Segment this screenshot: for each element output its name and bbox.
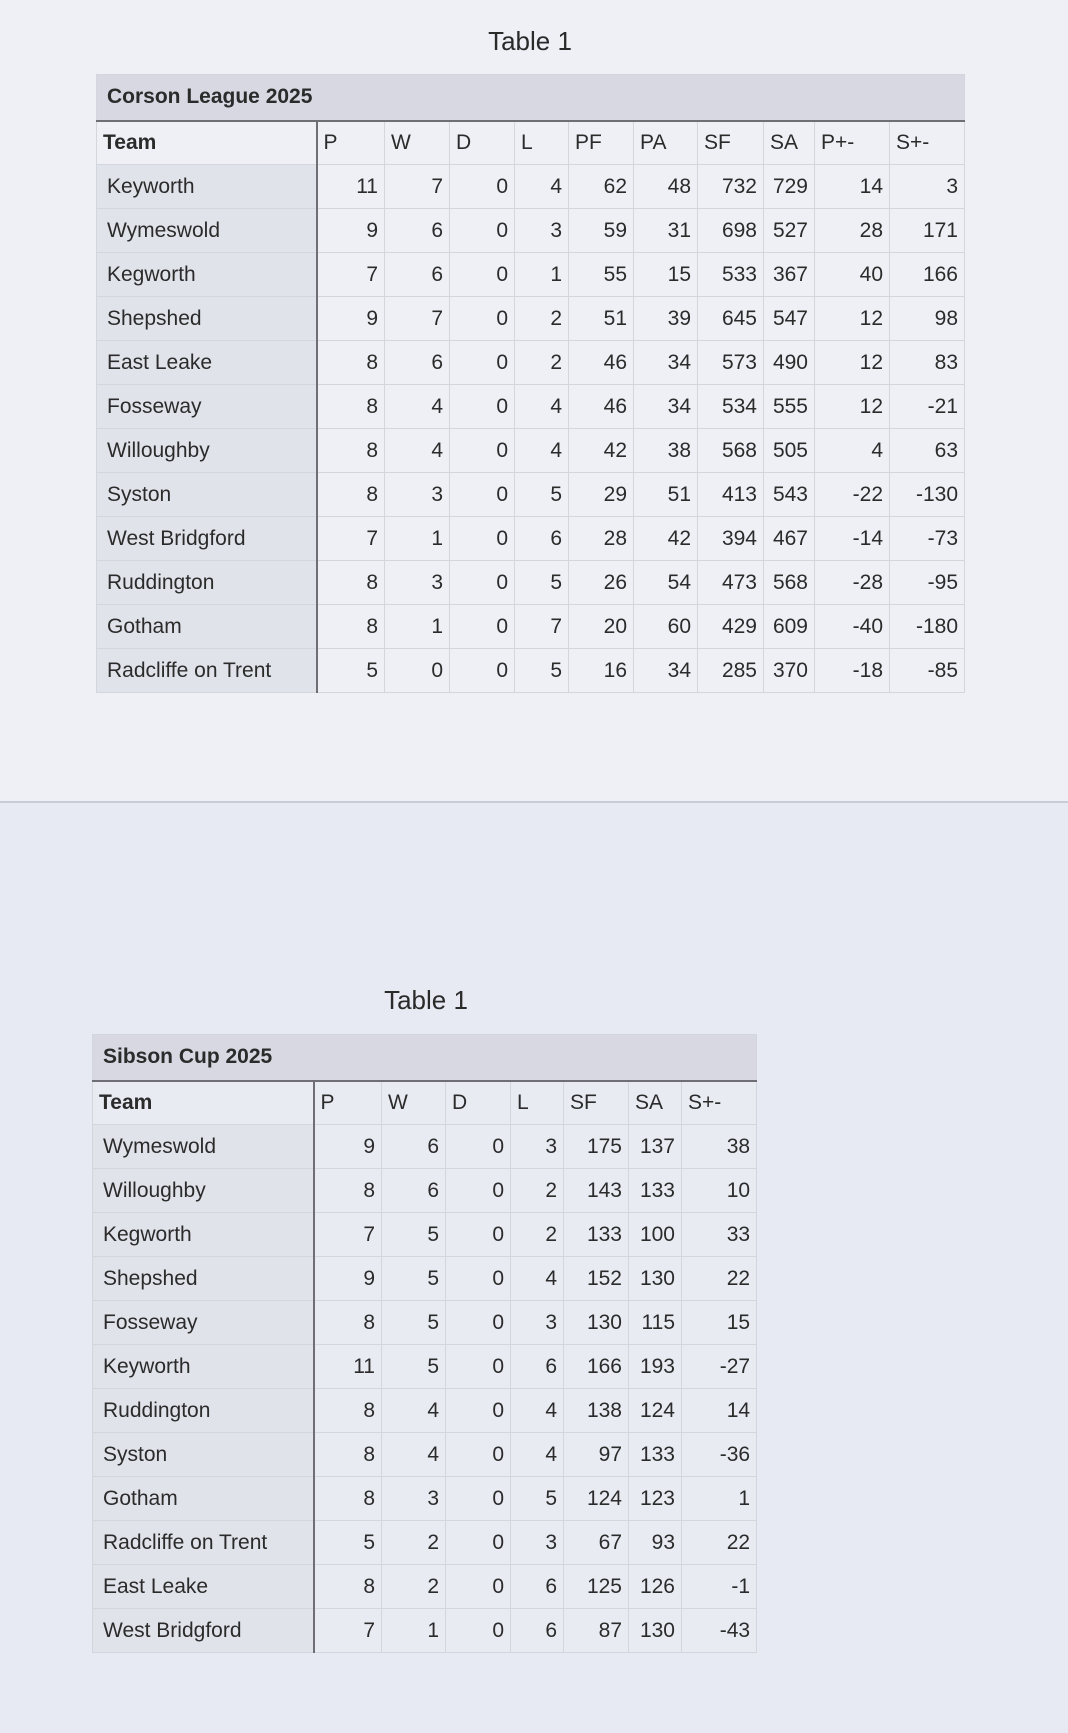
stat-cell: 0 bbox=[385, 649, 450, 693]
stat-cell: 0 bbox=[446, 1169, 511, 1213]
stat-cell: 1 bbox=[515, 253, 569, 297]
stat-cell: 4 bbox=[815, 429, 890, 473]
stat-cell: 285 bbox=[698, 649, 764, 693]
stat-cell: 0 bbox=[450, 385, 515, 429]
stat-cell: 40 bbox=[815, 253, 890, 297]
stat-cell: 568 bbox=[698, 429, 764, 473]
stat-cell: 6 bbox=[382, 1169, 446, 1213]
team-name-cell: East Leake bbox=[93, 1565, 314, 1609]
stat-cell: 0 bbox=[446, 1609, 511, 1653]
table-row bbox=[93, 1389, 757, 1433]
team-name-cell: Keyworth bbox=[93, 1345, 314, 1389]
stat-cell: 6 bbox=[385, 341, 450, 385]
stat-cell: 8 bbox=[314, 1389, 382, 1433]
stat-cell: 26 bbox=[569, 561, 634, 605]
stat-cell: 7 bbox=[314, 1213, 382, 1257]
stat-cell: 8 bbox=[314, 1477, 382, 1521]
stat-cell: 729 bbox=[764, 165, 815, 209]
stat-cell: 51 bbox=[569, 297, 634, 341]
stat-cell: 34 bbox=[634, 341, 698, 385]
stat-cell: 3 bbox=[511, 1301, 564, 1345]
stat-cell: 1 bbox=[682, 1477, 757, 1521]
stat-cell: 22 bbox=[682, 1257, 757, 1301]
stat-cell: 34 bbox=[634, 649, 698, 693]
team-name-cell: Shepshed bbox=[97, 297, 317, 341]
stat-cell: 5 bbox=[511, 1477, 564, 1521]
stat-cell: 4 bbox=[515, 385, 569, 429]
stat-cell: 98 bbox=[890, 297, 965, 341]
team-name-cell: Gotham bbox=[93, 1477, 314, 1521]
stat-cell: 34 bbox=[634, 385, 698, 429]
stat-cell: 0 bbox=[446, 1565, 511, 1609]
table-row bbox=[97, 165, 965, 209]
stat-cell: 7 bbox=[515, 605, 569, 649]
stat-cell: 0 bbox=[446, 1213, 511, 1257]
stat-cell: 6 bbox=[382, 1125, 446, 1169]
team-name-cell: Fosseway bbox=[93, 1301, 314, 1345]
stat-cell: -180 bbox=[890, 605, 965, 649]
stat-cell: 0 bbox=[450, 165, 515, 209]
team-name-cell: West Bridgford bbox=[93, 1609, 314, 1653]
stat-cell: 0 bbox=[446, 1433, 511, 1477]
stat-cell: 473 bbox=[698, 561, 764, 605]
stat-cell: 4 bbox=[515, 165, 569, 209]
column-header-points-for: PF bbox=[569, 121, 634, 165]
table-row bbox=[97, 209, 965, 253]
stat-cell: 8 bbox=[317, 341, 385, 385]
stat-cell: 97 bbox=[564, 1433, 629, 1477]
stat-cell: 4 bbox=[511, 1433, 564, 1477]
stat-cell: 490 bbox=[764, 341, 815, 385]
team-name-cell: Radcliffe on Trent bbox=[97, 649, 317, 693]
team-name-cell: Fosseway bbox=[97, 385, 317, 429]
stat-cell: 5 bbox=[317, 649, 385, 693]
table-row bbox=[97, 297, 965, 341]
stat-cell: -40 bbox=[815, 605, 890, 649]
stat-cell: 4 bbox=[511, 1389, 564, 1433]
stat-cell: 38 bbox=[682, 1125, 757, 1169]
stat-cell: 1 bbox=[385, 605, 450, 649]
stat-cell: 367 bbox=[764, 253, 815, 297]
stat-cell: 11 bbox=[317, 165, 385, 209]
stat-cell: 394 bbox=[698, 517, 764, 561]
table-row bbox=[97, 473, 965, 517]
stat-cell: 166 bbox=[890, 253, 965, 297]
stat-cell: 7 bbox=[385, 165, 450, 209]
stat-cell: 2 bbox=[515, 341, 569, 385]
stat-cell: 5 bbox=[382, 1213, 446, 1257]
column-header-shots-against: SA bbox=[764, 121, 815, 165]
stat-cell: 48 bbox=[634, 165, 698, 209]
column-header-shots-diff: S+- bbox=[890, 121, 965, 165]
stat-cell: 42 bbox=[569, 429, 634, 473]
stat-cell: 5 bbox=[515, 649, 569, 693]
stat-cell: 143 bbox=[564, 1169, 629, 1213]
stat-cell: 11 bbox=[314, 1345, 382, 1389]
table-row bbox=[97, 253, 965, 297]
team-name-cell: Ruddington bbox=[97, 561, 317, 605]
stat-cell: 9 bbox=[314, 1257, 382, 1301]
stat-cell: 0 bbox=[446, 1477, 511, 1521]
team-name-cell: Syston bbox=[97, 473, 317, 517]
stat-cell: -43 bbox=[682, 1609, 757, 1653]
team-name-cell: Wymeswold bbox=[97, 209, 317, 253]
stat-cell: 46 bbox=[569, 385, 634, 429]
sibson-cup-table bbox=[92, 1034, 757, 1653]
stat-cell: 0 bbox=[450, 253, 515, 297]
table-title: Sibson Cup 2025 bbox=[93, 1035, 757, 1081]
stat-cell: 152 bbox=[564, 1257, 629, 1301]
stat-cell: 2 bbox=[382, 1565, 446, 1609]
table-row bbox=[93, 1125, 757, 1169]
stat-cell: 5 bbox=[314, 1521, 382, 1565]
stat-cell: 8 bbox=[314, 1565, 382, 1609]
table-caption-corson: Table 1 bbox=[488, 26, 572, 56]
stat-cell: 42 bbox=[634, 517, 698, 561]
column-header-played: P bbox=[317, 121, 385, 165]
stat-cell: 28 bbox=[815, 209, 890, 253]
table-row bbox=[97, 649, 965, 693]
stat-cell: 5 bbox=[382, 1345, 446, 1389]
column-header-shots-for: SF bbox=[564, 1081, 629, 1125]
stat-cell: 51 bbox=[634, 473, 698, 517]
stat-cell: 63 bbox=[890, 429, 965, 473]
stat-cell: 31 bbox=[634, 209, 698, 253]
team-name-cell: Shepshed bbox=[93, 1257, 314, 1301]
stat-cell: 413 bbox=[698, 473, 764, 517]
stat-cell: 15 bbox=[634, 253, 698, 297]
stat-cell: 60 bbox=[634, 605, 698, 649]
stat-cell: 124 bbox=[629, 1389, 682, 1433]
stat-cell: 6 bbox=[385, 209, 450, 253]
stat-cell: 87 bbox=[564, 1609, 629, 1653]
stat-cell: 3 bbox=[515, 209, 569, 253]
stat-cell: -73 bbox=[890, 517, 965, 561]
stat-cell: 7 bbox=[314, 1609, 382, 1653]
stat-cell: 5 bbox=[382, 1257, 446, 1301]
stat-cell: 0 bbox=[450, 605, 515, 649]
table-caption-sibson: Table 1 bbox=[384, 985, 468, 1015]
stat-cell: 3 bbox=[385, 473, 450, 517]
column-header-shots-against: SA bbox=[629, 1081, 682, 1125]
stat-cell: 5 bbox=[515, 473, 569, 517]
stat-cell: 3 bbox=[511, 1125, 564, 1169]
stat-cell: 698 bbox=[698, 209, 764, 253]
stat-cell: -18 bbox=[815, 649, 890, 693]
stat-cell: -27 bbox=[682, 1345, 757, 1389]
stat-cell: 12 bbox=[815, 297, 890, 341]
stat-cell: 38 bbox=[634, 429, 698, 473]
stat-cell: 12 bbox=[815, 385, 890, 429]
stat-cell: 0 bbox=[446, 1257, 511, 1301]
stat-cell: 2 bbox=[515, 297, 569, 341]
stat-cell: 1 bbox=[385, 517, 450, 561]
stat-cell: 55 bbox=[569, 253, 634, 297]
stat-cell: 166 bbox=[564, 1345, 629, 1389]
table-row bbox=[97, 517, 965, 561]
stat-cell: 4 bbox=[385, 385, 450, 429]
table-row bbox=[93, 1257, 757, 1301]
stat-cell: 8 bbox=[314, 1169, 382, 1213]
stat-cell: 568 bbox=[764, 561, 815, 605]
stat-cell: 7 bbox=[385, 297, 450, 341]
team-name-cell: Gotham bbox=[97, 605, 317, 649]
stat-cell: 130 bbox=[629, 1609, 682, 1653]
stat-cell: 8 bbox=[314, 1301, 382, 1345]
table-row bbox=[93, 1301, 757, 1345]
team-name-cell: Kegworth bbox=[93, 1213, 314, 1257]
column-header-drawn: D bbox=[450, 121, 515, 165]
stat-cell: -130 bbox=[890, 473, 965, 517]
stat-cell: 2 bbox=[382, 1521, 446, 1565]
stat-cell: -1 bbox=[682, 1565, 757, 1609]
column-header-points-diff: P+- bbox=[815, 121, 890, 165]
stat-cell: 0 bbox=[446, 1301, 511, 1345]
stat-cell: 3 bbox=[511, 1521, 564, 1565]
table-row bbox=[93, 1477, 757, 1521]
stat-cell: 547 bbox=[764, 297, 815, 341]
stat-cell: 4 bbox=[382, 1389, 446, 1433]
column-header-shots-for: SF bbox=[698, 121, 764, 165]
stat-cell: 0 bbox=[446, 1125, 511, 1169]
table-row bbox=[93, 1565, 757, 1609]
stat-cell: -22 bbox=[815, 473, 890, 517]
table-row bbox=[93, 1345, 757, 1389]
stat-cell: 645 bbox=[698, 297, 764, 341]
team-name-cell: West Bridgford bbox=[97, 517, 317, 561]
stat-cell: -36 bbox=[682, 1433, 757, 1477]
stat-cell: 14 bbox=[815, 165, 890, 209]
stat-cell: 14 bbox=[682, 1389, 757, 1433]
stat-cell: 4 bbox=[515, 429, 569, 473]
stat-cell: 533 bbox=[698, 253, 764, 297]
stat-cell: 133 bbox=[629, 1169, 682, 1213]
stat-cell: 93 bbox=[629, 1521, 682, 1565]
stat-cell: 8 bbox=[314, 1433, 382, 1477]
column-header-shots-diff: S+- bbox=[682, 1081, 757, 1125]
stat-cell: 130 bbox=[564, 1301, 629, 1345]
team-name-cell: Wymeswold bbox=[93, 1125, 314, 1169]
stat-cell: 543 bbox=[764, 473, 815, 517]
stat-cell: 0 bbox=[446, 1345, 511, 1389]
stat-cell: -14 bbox=[815, 517, 890, 561]
stat-cell: 126 bbox=[629, 1565, 682, 1609]
stat-cell: 8 bbox=[317, 605, 385, 649]
stat-cell: 8 bbox=[317, 473, 385, 517]
team-name-cell: Radcliffe on Trent bbox=[93, 1521, 314, 1565]
stat-cell: 429 bbox=[698, 605, 764, 649]
table-row bbox=[97, 561, 965, 605]
team-name-cell: Syston bbox=[93, 1433, 314, 1477]
stat-cell: 133 bbox=[564, 1213, 629, 1257]
stat-cell: 171 bbox=[890, 209, 965, 253]
stat-cell: 12 bbox=[815, 341, 890, 385]
table-row bbox=[97, 605, 965, 649]
stat-cell: 193 bbox=[629, 1345, 682, 1389]
column-header-lost: L bbox=[515, 121, 569, 165]
table-row bbox=[97, 341, 965, 385]
stat-cell: 6 bbox=[511, 1345, 564, 1389]
table-row bbox=[93, 1609, 757, 1653]
stat-cell: 4 bbox=[385, 429, 450, 473]
stat-cell: 0 bbox=[450, 209, 515, 253]
team-name-cell: Willoughby bbox=[97, 429, 317, 473]
table-row bbox=[93, 1433, 757, 1477]
stat-cell: 29 bbox=[569, 473, 634, 517]
stat-cell: 28 bbox=[569, 517, 634, 561]
stat-cell: 20 bbox=[569, 605, 634, 649]
stat-cell: 2 bbox=[511, 1213, 564, 1257]
stat-cell: 2 bbox=[511, 1169, 564, 1213]
stat-cell: 505 bbox=[764, 429, 815, 473]
stat-cell: 3 bbox=[385, 561, 450, 605]
stat-cell: 732 bbox=[698, 165, 764, 209]
stat-cell: 0 bbox=[446, 1521, 511, 1565]
stat-cell: 8 bbox=[317, 385, 385, 429]
stat-cell: 9 bbox=[314, 1125, 382, 1169]
stat-cell: 100 bbox=[629, 1213, 682, 1257]
stat-cell: 137 bbox=[629, 1125, 682, 1169]
table-row bbox=[97, 385, 965, 429]
stat-cell: 6 bbox=[511, 1565, 564, 1609]
table-title: Corson League 2025 bbox=[97, 75, 965, 121]
team-name-cell: Willoughby bbox=[93, 1169, 314, 1213]
stat-cell: 6 bbox=[511, 1609, 564, 1653]
stat-cell: 609 bbox=[764, 605, 815, 649]
stat-cell: 175 bbox=[564, 1125, 629, 1169]
stat-cell: 62 bbox=[569, 165, 634, 209]
team-name-cell: East Leake bbox=[97, 341, 317, 385]
stat-cell: 0 bbox=[450, 561, 515, 605]
stat-cell: 33 bbox=[682, 1213, 757, 1257]
stat-cell: -21 bbox=[890, 385, 965, 429]
table-row bbox=[93, 1521, 757, 1565]
team-name-cell: Ruddington bbox=[93, 1389, 314, 1433]
column-header-points-against: PA bbox=[634, 121, 698, 165]
stat-cell: 555 bbox=[764, 385, 815, 429]
stat-cell: -28 bbox=[815, 561, 890, 605]
stat-cell: 4 bbox=[382, 1433, 446, 1477]
stat-cell: 6 bbox=[515, 517, 569, 561]
stat-cell: 22 bbox=[682, 1521, 757, 1565]
stat-cell: 0 bbox=[450, 517, 515, 561]
stat-cell: 130 bbox=[629, 1257, 682, 1301]
stat-cell: 138 bbox=[564, 1389, 629, 1433]
stat-cell: 39 bbox=[634, 297, 698, 341]
stat-cell: -95 bbox=[890, 561, 965, 605]
team-name-cell: Kegworth bbox=[97, 253, 317, 297]
stat-cell: -85 bbox=[890, 649, 965, 693]
stat-cell: 370 bbox=[764, 649, 815, 693]
stat-cell: 5 bbox=[515, 561, 569, 605]
stat-cell: 15 bbox=[682, 1301, 757, 1345]
stat-cell: 527 bbox=[764, 209, 815, 253]
table-row bbox=[93, 1213, 757, 1257]
corson-league-table bbox=[96, 74, 965, 693]
column-header-won: W bbox=[385, 121, 450, 165]
stat-cell: 534 bbox=[698, 385, 764, 429]
stat-cell: 16 bbox=[569, 649, 634, 693]
stat-cell: 123 bbox=[629, 1477, 682, 1521]
stat-cell: 7 bbox=[317, 517, 385, 561]
column-header-team: Team bbox=[93, 1081, 314, 1125]
column-header-drawn: D bbox=[446, 1081, 511, 1125]
stat-cell: 9 bbox=[317, 297, 385, 341]
stat-cell: 4 bbox=[511, 1257, 564, 1301]
column-header-won: W bbox=[382, 1081, 446, 1125]
stat-cell: 0 bbox=[450, 429, 515, 473]
stat-cell: 115 bbox=[629, 1301, 682, 1345]
team-name-cell: Keyworth bbox=[97, 165, 317, 209]
stat-cell: 10 bbox=[682, 1169, 757, 1213]
stat-cell: 0 bbox=[450, 649, 515, 693]
stat-cell: 0 bbox=[446, 1389, 511, 1433]
column-header-played: P bbox=[314, 1081, 382, 1125]
stat-cell: 467 bbox=[764, 517, 815, 561]
column-header-team: Team bbox=[97, 121, 317, 165]
column-header-lost: L bbox=[511, 1081, 564, 1125]
stat-cell: 8 bbox=[317, 429, 385, 473]
table-row bbox=[97, 429, 965, 473]
stat-cell: 0 bbox=[450, 341, 515, 385]
stat-cell: 54 bbox=[634, 561, 698, 605]
table-row bbox=[93, 1169, 757, 1213]
stat-cell: 46 bbox=[569, 341, 634, 385]
stat-cell: 59 bbox=[569, 209, 634, 253]
stat-cell: 3 bbox=[890, 165, 965, 209]
stat-cell: 7 bbox=[317, 253, 385, 297]
stat-cell: 67 bbox=[564, 1521, 629, 1565]
stat-cell: 124 bbox=[564, 1477, 629, 1521]
stat-cell: 1 bbox=[382, 1609, 446, 1653]
stat-cell: 5 bbox=[382, 1301, 446, 1345]
stat-cell: 0 bbox=[450, 473, 515, 517]
stat-cell: 0 bbox=[450, 297, 515, 341]
stat-cell: 6 bbox=[385, 253, 450, 297]
stat-cell: 3 bbox=[382, 1477, 446, 1521]
stat-cell: 8 bbox=[317, 561, 385, 605]
stat-cell: 9 bbox=[317, 209, 385, 253]
stat-cell: 573 bbox=[698, 341, 764, 385]
stat-cell: 83 bbox=[890, 341, 965, 385]
stat-cell: 125 bbox=[564, 1565, 629, 1609]
stat-cell: 133 bbox=[629, 1433, 682, 1477]
